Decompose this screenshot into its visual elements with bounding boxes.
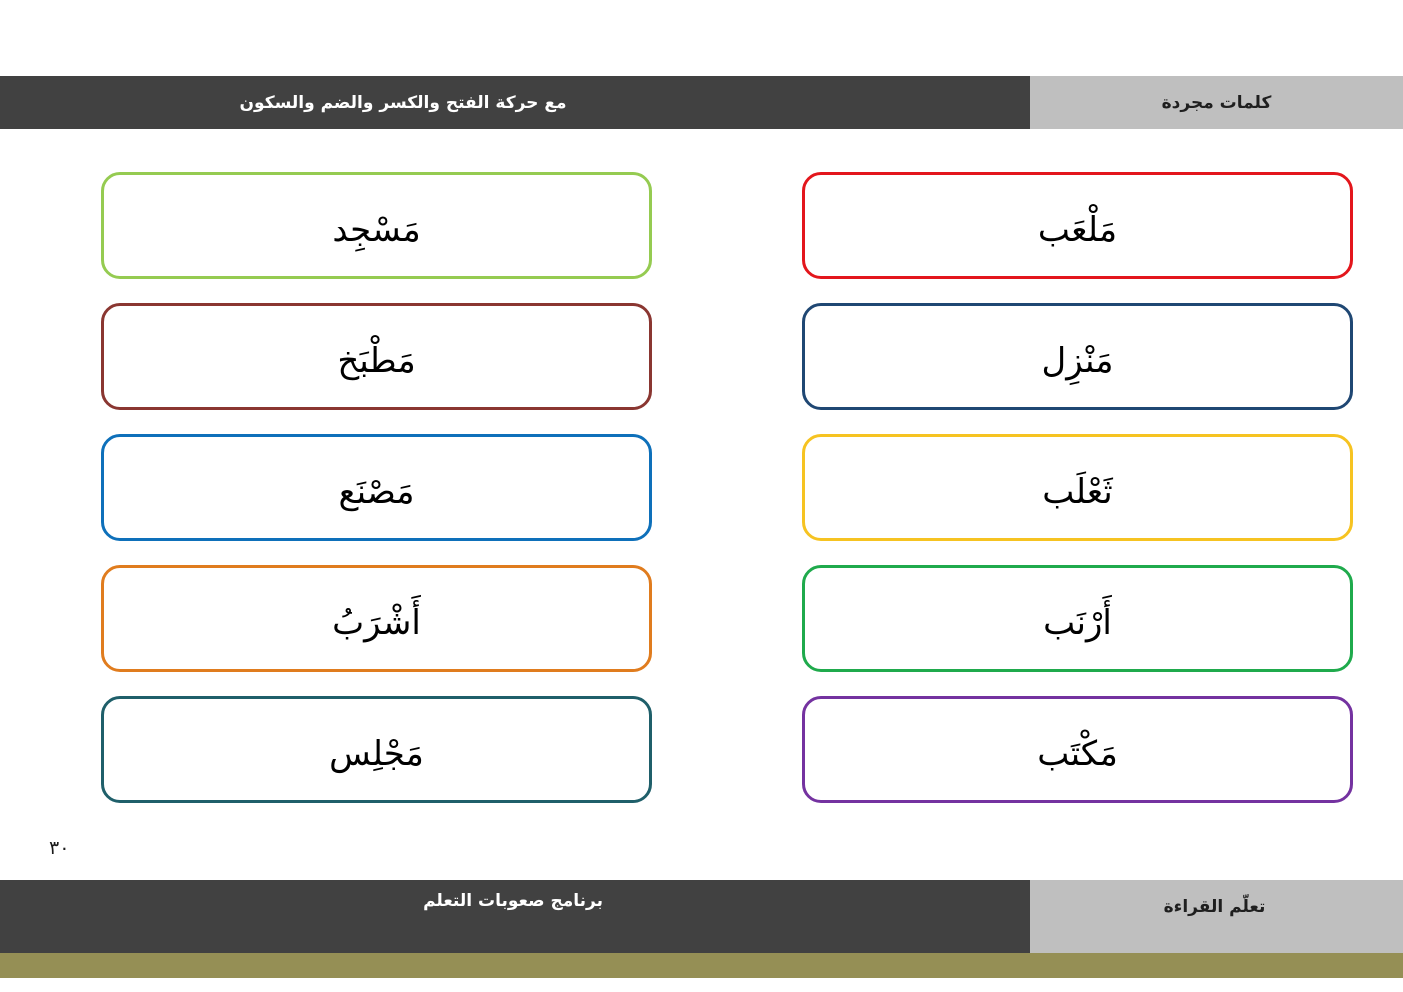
word-card [802,434,1353,541]
word-card [101,172,652,279]
word-card-text: ثَعْلَب [1042,471,1113,512]
word-card [101,303,652,410]
word-card [802,696,1353,803]
header-subtitle-panel [0,76,1030,129]
footer-program-name: برنامج صعوبات التعلم [423,890,603,911]
word-card [802,172,1353,279]
header-section-panel [1030,76,1403,129]
header-band [0,76,1403,129]
word-card-text: مَصْنَع [338,471,415,512]
word-card-text: أَرْنَب [1043,602,1112,643]
word-cards-grid [101,172,1353,804]
word-card-text: مَطْبَخ [337,340,416,381]
footer-book-title: تعلّم القراءة [1163,896,1266,917]
header-section-title: كلمات مجردة [1161,92,1272,113]
word-card [101,696,652,803]
footer-accent-strip [0,953,1403,978]
word-card [101,434,652,541]
word-card [802,565,1353,672]
word-card [101,565,652,672]
footer-band [0,880,1403,953]
header-subtitle: مع حركة الفتح والكسر والضم والسكون [239,92,567,113]
word-card-text: مَنْزِل [1041,340,1114,381]
page-number: ٣٠ [49,837,70,859]
footer-program-panel [0,880,1030,953]
word-card-text: مَكْتَب [1037,733,1118,774]
footer-book-panel [1030,880,1403,953]
word-card [802,303,1353,410]
word-card-text: مَسْجِد [332,209,421,250]
word-card-text: مَلْعَب [1037,209,1118,250]
word-card-text: مَجْلِس [329,733,424,774]
word-card-text: أَشْرَبُ [332,602,421,643]
